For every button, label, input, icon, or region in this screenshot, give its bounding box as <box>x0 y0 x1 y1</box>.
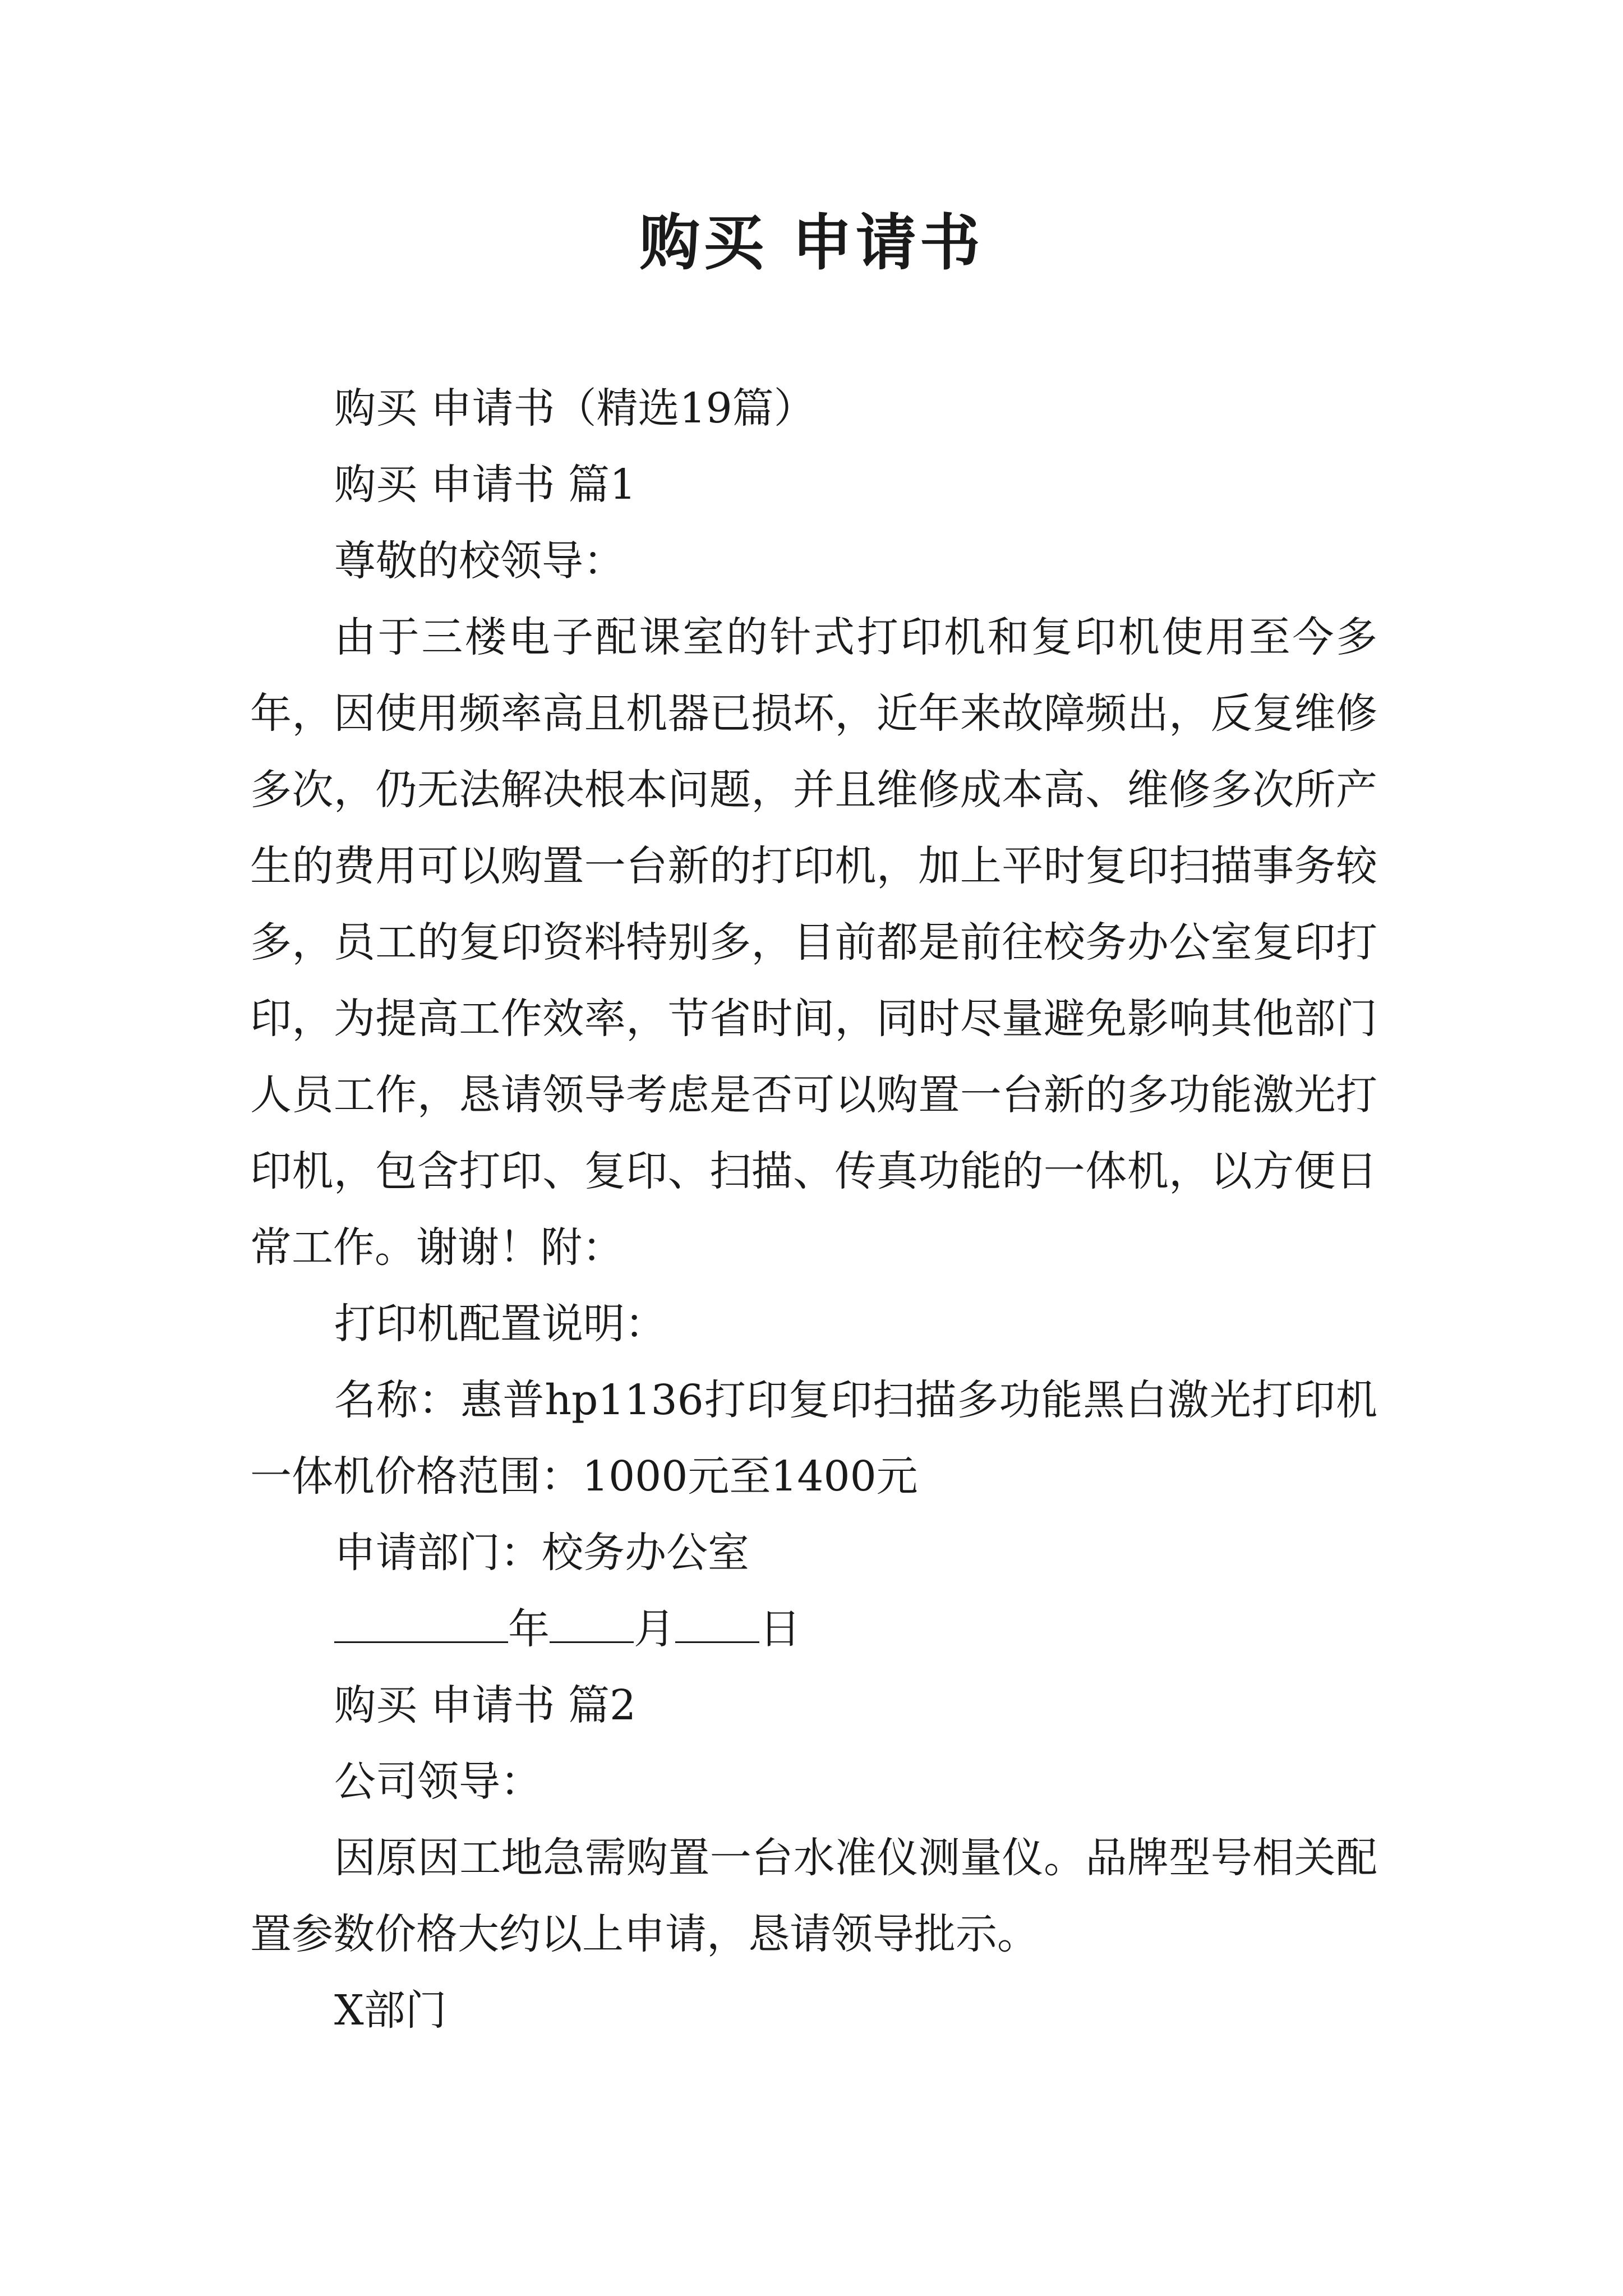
section-2-signature: X部门 <box>334 1986 447 2035</box>
date-line <box>250 1591 1377 1667</box>
section-1-salutation: 尊敬的校领导： <box>334 537 625 585</box>
section-1-body: 由于三楼电子配课室的针式打印机和复印机使用至今多年，因使用频率高且机器已损坏，近年来故障频出，反复维修多次，仍无法解决根本问题，并且维修成本高、维修多次所产生的费用可以购置一台新的打印机，加上平时复印扫描事务较多，员工的复印资料特别多，目前都是前往校务办公室复印打印，为提高工作效率，节省时间，同时尽量避免影响其他部门人员工作，恳请领导考虑是否可以购置一台新的多功能激光打印机，包含打印、复印、扫描、传真功能的一体机，以方便日常工作。谢谢！附： <box>250 613 1377 1272</box>
year-label: 年 <box>508 1605 550 1653</box>
applicant-department: 申请部门：校务办公室 <box>334 1529 749 1577</box>
section-1-heading: 购买 申请书 篇1 <box>334 461 637 509</box>
day-label: 日 <box>759 1605 801 1653</box>
month-label: 月 <box>634 1605 675 1653</box>
document-title: 购买 申请书 <box>639 208 984 278</box>
printer-config-detail: 名称：惠普hp1136打印复印扫描多功能黑白激光打印机一体机价格范围：1000元至1400元 <box>250 1376 1377 1501</box>
month-blank <box>550 1605 634 1643</box>
printer-config-heading: 打印机配置说明： <box>334 1300 666 1348</box>
document-subtitle: 购买 申请书（精选19篇） <box>334 384 815 432</box>
section-2-salutation: 公司领导： <box>334 1757 542 1806</box>
section-2-heading: 购买 申请书 篇2 <box>334 1681 637 1729</box>
document-body <box>250 370 1377 2049</box>
day-blank <box>675 1605 759 1643</box>
section-2-body: 因原因工地急需购置一台水准仪测量仪。品牌型号相关配置参数价格大约以上申请，恳请领导批示。 <box>250 1834 1377 1958</box>
year-blank <box>334 1605 508 1643</box>
